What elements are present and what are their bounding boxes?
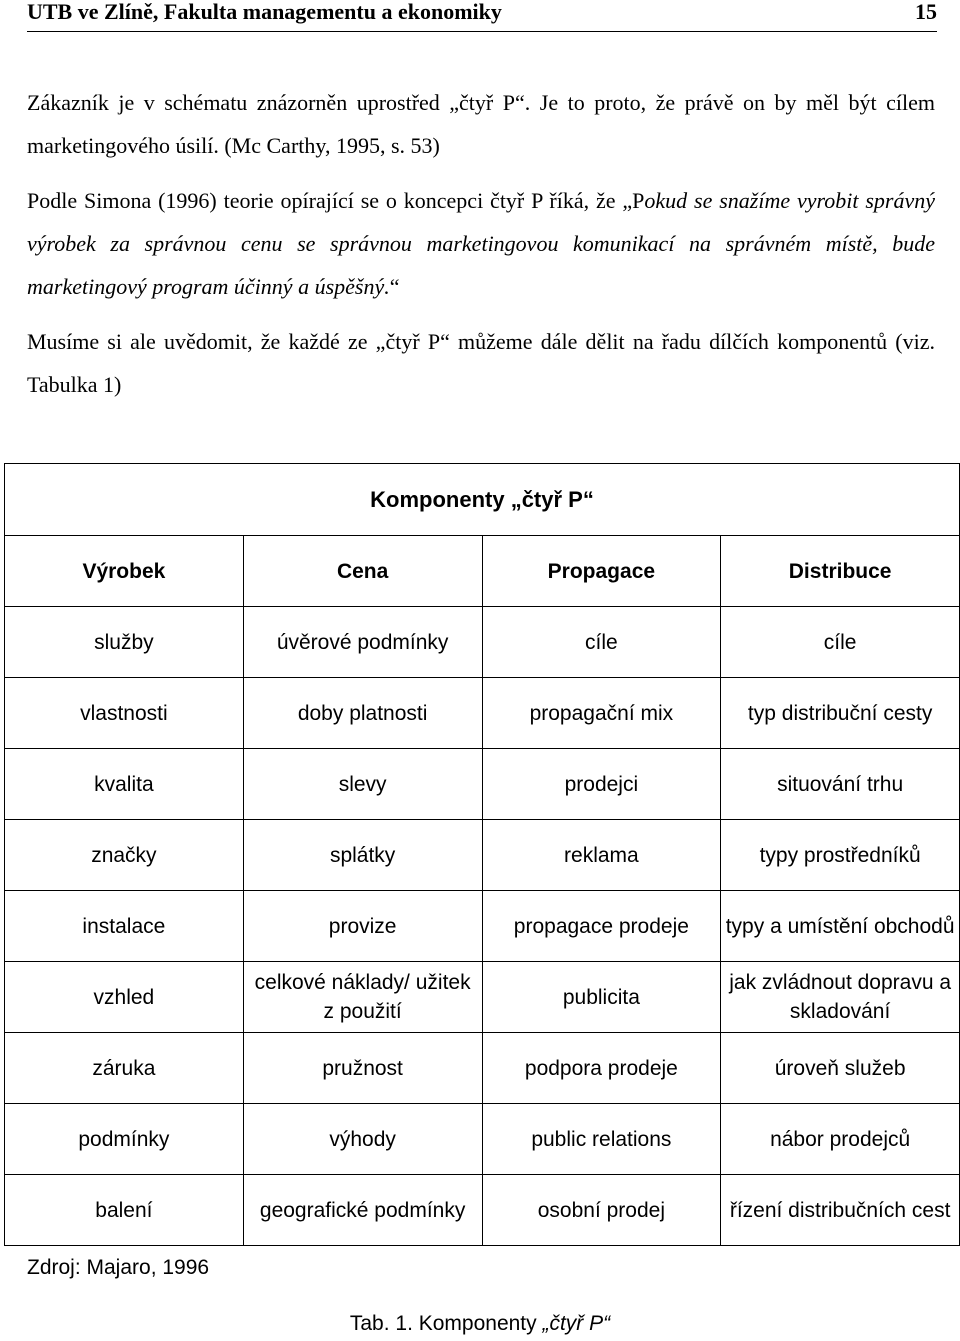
table-cell: propagační mix — [482, 678, 721, 749]
table-row — [5, 1033, 960, 1104]
table-cell: public relations — [482, 1104, 721, 1175]
table-caption-row — [5, 464, 960, 536]
table-body — [5, 607, 960, 1246]
components-table — [4, 463, 960, 1246]
table-title-italic: „čtyř P“ — [542, 1312, 611, 1335]
header-cena: Cena — [243, 536, 482, 607]
table-row — [5, 607, 960, 678]
table-cell: kvalita — [5, 749, 244, 820]
table-cell: úvěrové podmínky — [243, 607, 482, 678]
paragraph-simon-quote: okud se snažíme vyrobit správný výrobek za správnou cenu se správnou marketingovou komunikací na správném místě, bude marketingový program účinný a úspěšný. — [27, 188, 935, 299]
table-cell: prodejci — [482, 749, 721, 820]
header-vyrobek: Výrobek — [5, 536, 244, 607]
table-title-text: Tab. 1. Komponenty — [349, 1312, 543, 1335]
table-cell: cíle — [721, 607, 960, 678]
table-row — [5, 891, 960, 962]
table-cell: řízení distribučních cest — [721, 1175, 960, 1246]
table-cell: pružnost — [243, 1033, 482, 1104]
paragraph-simon — [27, 179, 935, 308]
table-row — [5, 1104, 960, 1175]
table-cell: instalace — [5, 891, 244, 962]
table-cell: typy prostředníků — [721, 820, 960, 891]
table-cell: vlastnosti — [5, 678, 244, 749]
table-cell: balení — [5, 1175, 244, 1246]
table-row — [5, 820, 960, 891]
table-cell: geografické podmínky — [243, 1175, 482, 1246]
table-cell: nábor prodejců — [721, 1104, 960, 1175]
table-caption: Komponenty „čtyř P“ — [5, 464, 960, 536]
header-distribuce: Distribuce — [721, 536, 960, 607]
table-title — [0, 1310, 960, 1338]
table-row — [5, 962, 960, 1033]
table-cell: vzhled — [5, 962, 244, 1033]
table-cell: záruka — [5, 1033, 244, 1104]
table-cell: podmínky — [5, 1104, 244, 1175]
table-cell: doby platnosti — [243, 678, 482, 749]
table-cell: publicita — [482, 962, 721, 1033]
table-header-row — [5, 536, 960, 607]
table-cell: splátky — [243, 820, 482, 891]
table-row — [5, 749, 960, 820]
table-row — [5, 1175, 960, 1246]
page-number: 15 — [915, 0, 937, 24]
table-cell: slevy — [243, 749, 482, 820]
table-cell: situování trhu — [721, 749, 960, 820]
paragraph-simon-close-quote: “ — [389, 274, 400, 299]
table-cell: podpora prodeje — [482, 1033, 721, 1104]
paragraph-customer: Zákazník je v schématu znázorněn uprostřed „čtyř P“. Je to proto, že právě on by měl být cílem marketingového úsilí. (Mc Carthy, 1995, s. 53) — [27, 90, 935, 158]
table-cell: úroveň služeb — [721, 1033, 960, 1104]
table-cell: osobní prodej — [482, 1175, 721, 1246]
table-cell: služby — [5, 607, 244, 678]
table-cell: propagace prodeje — [482, 891, 721, 962]
table-cell: provize — [243, 891, 482, 962]
table-cell: výhody — [243, 1104, 482, 1175]
table-cell: typy a umístění obchodů — [721, 891, 960, 962]
table-cell: typ distribuční cesty — [721, 678, 960, 749]
table-cell: značky — [5, 820, 244, 891]
table-cell: cíle — [482, 607, 721, 678]
header-propagace: Propagace — [482, 536, 721, 607]
table-source: Zdroj: Majaro, 1996 — [27, 1256, 210, 1279]
header-title: UTB ve Zlíně, Fakulta managementu a ekonomiky — [27, 0, 502, 24]
table-cell: jak zvládnout dopravu a skladování — [721, 962, 960, 1033]
paragraph-components: Musíme si ale uvědomit, že každé ze „čtyř P“ můžeme dále dělit na řadu dílčích komponentů (viz. Tabulka 1) — [27, 329, 935, 397]
table-cell: celkové náklady/ užitek z použití — [243, 962, 482, 1033]
table-row — [5, 678, 960, 749]
page-header — [27, 0, 937, 32]
paragraph-simon-text: Podle Simona (1996) teorie opírající se o koncepci čtyř P říká, že „P — [27, 188, 645, 213]
table-cell: reklama — [482, 820, 721, 891]
